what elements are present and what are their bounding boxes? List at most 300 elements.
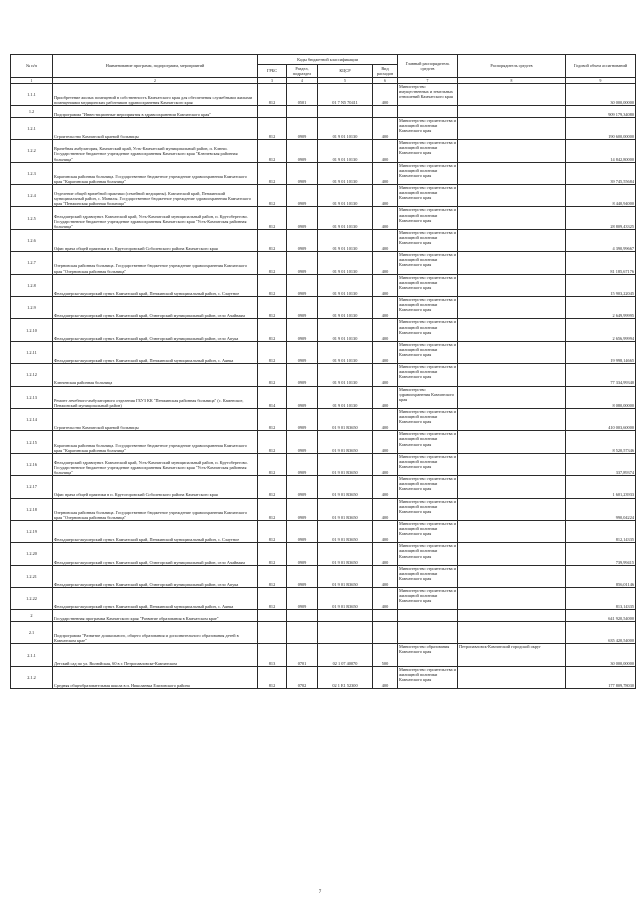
row-number: 1.2.21: [11, 565, 53, 587]
row-name: Подпрограмма "Инвестиционные мероприятия в здравоохранении Камчатского края": [53, 106, 258, 118]
row-kcsr: 02 1 07 40070: [318, 644, 373, 666]
row-name: Приобретение жилых помещений в собственность Камчатского края для обеспечения служебными жилыми помещениями медицинских работников здравоохранения Камчатского края: [53, 84, 258, 106]
row-executor: [458, 207, 566, 229]
row-razdel: 0909: [287, 274, 318, 296]
row-razdel: 0909: [287, 498, 318, 520]
row-main-manager: Министерство строительства и жилищной политики Камчатского края: [398, 453, 458, 475]
row-sum: 8 440,94000: [566, 185, 636, 207]
row-vid: 400: [373, 229, 398, 251]
row-name: Фельдшерско-акушерский пункт. Камчатский край, Олюторский муниципальный район, село Ачайваям: [53, 297, 258, 319]
row-vid: 400: [373, 252, 398, 274]
row-vid: [373, 610, 398, 622]
row-razdel: 0909: [287, 565, 318, 587]
row-main-manager: Министерство строительства и жилищной политики Камчатского края: [398, 207, 458, 229]
row-grbs: 812: [258, 252, 287, 274]
table-row: [11, 520, 636, 542]
row-sum: 39 745,55684: [566, 162, 636, 184]
row-main-manager: Министерство строительства и жилищной политики Камчатского края: [398, 252, 458, 274]
row-main-manager: Министерство строительства и жилищной политики Камчатского края: [398, 588, 458, 610]
table-row: [11, 621, 636, 643]
row-sum: 813,14335: [566, 588, 636, 610]
row-number: 1.1.1: [11, 84, 53, 106]
row-razdel: 0909: [287, 364, 318, 386]
row-executor: [458, 297, 566, 319]
row-razdel: 0909: [287, 476, 318, 498]
row-razdel: 0909: [287, 117, 318, 139]
row-grbs: 812: [258, 588, 287, 610]
row-number: 1.2.4: [11, 185, 53, 207]
row-grbs: 812: [258, 341, 287, 363]
row-vid: 400: [373, 319, 398, 341]
row-vid: 500: [373, 644, 398, 666]
column-number: 2: [53, 78, 258, 84]
row-executor: [458, 341, 566, 363]
row-kcsr: 01 9 01 10130: [318, 297, 373, 319]
row-name: Врачебная амбулатория, Камчатский край, Усть-Камчатский муниципальный район, п. Ключи. Государственное бюджетное учреждение здравоохранения Камчатского края "Ключевская районная больница": [53, 140, 258, 162]
row-grbs: [258, 106, 287, 118]
row-main-manager: Министерство строительства и жилищной политики Камчатского края: [398, 185, 458, 207]
row-main-manager: [398, 106, 458, 118]
table-row: [11, 140, 636, 162]
table-row: [11, 498, 636, 520]
row-vid: 400: [373, 588, 398, 610]
row-number: 2.1.2: [11, 666, 53, 688]
row-executor: [458, 431, 566, 453]
column-number: 3: [258, 78, 287, 84]
table-row: [11, 207, 636, 229]
row-number: 1.2.10: [11, 319, 53, 341]
row-vid: 400: [373, 408, 398, 430]
row-number: 1.2.3: [11, 162, 53, 184]
row-razdel: 0701: [287, 644, 318, 666]
row-sum: 990,04224: [566, 498, 636, 520]
row-executor: [458, 106, 566, 118]
row-vid: 400: [373, 207, 398, 229]
row-grbs: 812: [258, 297, 287, 319]
row-grbs: 812: [258, 140, 287, 162]
table-row: [11, 610, 636, 622]
row-sum: 14 842,80000: [566, 140, 636, 162]
budget-table-sheet: [10, 54, 635, 689]
row-main-manager: Министерство здравоохранения Камчатского края: [398, 386, 458, 408]
row-kcsr: 01 9 01 R3650: [318, 453, 373, 475]
row-razdel: 0909: [287, 319, 318, 341]
row-number: 1.2.14: [11, 408, 53, 430]
row-sum: 28 809,43325: [566, 207, 636, 229]
row-name: Фельдшерско-акушерский пункт. Камчатский край, Пенжинский муниципальный район, с. Слаутное: [53, 520, 258, 542]
row-sum: 77 334,99340: [566, 364, 636, 386]
column-number: 8: [458, 78, 566, 84]
row-razdel: 0909: [287, 588, 318, 610]
row-grbs: 812: [258, 319, 287, 341]
row-main-manager: Министерство строительства и жилищной политики Камчатского края: [398, 364, 458, 386]
row-number: 1.2.5: [11, 207, 53, 229]
row-grbs: 812: [258, 274, 287, 296]
row-name: Строительство Камчатской краевой больницы: [53, 408, 258, 430]
row-vid: 400: [373, 140, 398, 162]
row-grbs: 812: [258, 364, 287, 386]
table-row: [11, 476, 636, 498]
row-grbs: [258, 621, 287, 643]
row-kcsr: 01 9 01 10130: [318, 185, 373, 207]
row-kcsr: 01 9 01 R3650: [318, 588, 373, 610]
row-vid: 400: [373, 386, 398, 408]
row-name: Карагинская районная больница. Государственное бюджетное учреждение здравоохранения Камчатского края "Карагинская районная больница": [53, 431, 258, 453]
row-main-manager: Министерство строительства и жилищной политики Камчатского края: [398, 431, 458, 453]
row-grbs: 812: [258, 185, 287, 207]
table-row: [11, 341, 636, 363]
row-vid: [373, 621, 398, 643]
row-kcsr: 01 9 01 R3650: [318, 431, 373, 453]
row-grbs: 812: [258, 498, 287, 520]
row-executor: [458, 84, 566, 106]
row-number: 1.2.6: [11, 229, 53, 251]
row-executor: [458, 140, 566, 162]
row-main-manager: Министерство образования Камчатского края: [398, 644, 458, 666]
row-main-manager: Министерство строительства и жилищной политики Камчатского края: [398, 162, 458, 184]
row-executor: [458, 185, 566, 207]
row-number: 1.2.16: [11, 453, 53, 475]
row-executor: [458, 274, 566, 296]
row-vid: 400: [373, 666, 398, 688]
row-executor: [458, 162, 566, 184]
row-executor: [458, 386, 566, 408]
row-executor: [458, 498, 566, 520]
row-razdel: 0909: [287, 453, 318, 475]
table-row: [11, 185, 636, 207]
row-razdel: 0702: [287, 666, 318, 688]
row-grbs: 812: [258, 117, 287, 139]
row-razdel: 0909: [287, 520, 318, 542]
row-sum: 4 390,99667: [566, 229, 636, 251]
row-kcsr: 01 9 01 10130: [318, 162, 373, 184]
row-name: Фельдшерско-акушерский пункт. Камчатский край, Олюторский муниципальный район, село Ачайваям: [53, 543, 258, 565]
table-row: [11, 431, 636, 453]
row-executor: [458, 453, 566, 475]
row-executor: [458, 252, 566, 274]
row-kcsr: 01 9 01 10130: [318, 117, 373, 139]
row-sum: 19 998,14665: [566, 341, 636, 363]
row-number: 1.2.13: [11, 386, 53, 408]
row-kcsr: 01 9 01 R3650: [318, 565, 373, 587]
row-grbs: 812: [258, 520, 287, 542]
row-main-manager: Министерство строительства и жилищной политики Камчатского края: [398, 543, 458, 565]
row-executor: Петропавловск-Камчатский городской округ: [458, 644, 566, 666]
row-kcsr: 01 9 01 10130: [318, 386, 373, 408]
row-main-manager: [398, 610, 458, 622]
row-number: 1.2.18: [11, 498, 53, 520]
row-main-manager: [398, 621, 458, 643]
row-kcsr: 01 9 01 R3650: [318, 476, 373, 498]
row-vid: 400: [373, 84, 398, 106]
row-main-manager: Министерство строительства и жилищной политики Камчатского края: [398, 520, 458, 542]
row-number: 1.2.15: [11, 431, 53, 453]
row-vid: 400: [373, 520, 398, 542]
row-executor: [458, 666, 566, 688]
row-number: 1.2.17: [11, 476, 53, 498]
row-executor: [458, 408, 566, 430]
row-razdel: 0909: [287, 543, 318, 565]
row-executor: [458, 476, 566, 498]
row-number: 2.1.1: [11, 644, 53, 666]
row-razdel: 0909: [287, 341, 318, 363]
row-executor: [458, 610, 566, 622]
table-row: [11, 408, 636, 430]
table-row: [11, 386, 636, 408]
table-row: [11, 666, 636, 688]
row-razdel: 0909: [287, 207, 318, 229]
row-vid: 400: [373, 364, 398, 386]
row-grbs: 812: [258, 229, 287, 251]
row-kcsr: 01 9 01 10130: [318, 364, 373, 386]
row-vid: 400: [373, 274, 398, 296]
row-kcsr: [318, 621, 373, 643]
row-main-manager: Министерство строительства и жилищной политики Камчатского края: [398, 565, 458, 587]
row-name: Фельдшерский здравпункт. Камчатский край, Усть-Камчатский муниципальный район, п. Крутоберегово. Государственное бюджетное учреждение здравоохранения Камчатского края "Усть-Камчатская районная больница": [53, 207, 258, 229]
page-number: 7: [318, 890, 322, 895]
row-executor: [458, 319, 566, 341]
row-kcsr: 01 9 01 R3650: [318, 498, 373, 520]
row-vid: 400: [373, 476, 398, 498]
row-sum: 30 000,00000: [566, 644, 636, 666]
row-sum: 2 656,99994: [566, 319, 636, 341]
header-vid: Вид расходов: [373, 65, 398, 78]
row-number: 1.2.11: [11, 341, 53, 363]
table-row: [11, 297, 636, 319]
row-sum: 8 520,57346: [566, 431, 636, 453]
table-row: [11, 565, 636, 587]
column-number: 4: [287, 78, 318, 84]
table-row: [11, 364, 636, 386]
row-kcsr: 01 9 01 10130: [318, 341, 373, 363]
column-number: 6: [373, 78, 398, 84]
row-grbs: 812: [258, 543, 287, 565]
row-razdel: 0909: [287, 252, 318, 274]
table-row: [11, 162, 636, 184]
row-number: 1.2.2: [11, 140, 53, 162]
row-number: 1.2: [11, 106, 53, 118]
row-razdel: [287, 106, 318, 118]
row-razdel: 0909: [287, 408, 318, 430]
row-kcsr: 01 9 01 10130: [318, 229, 373, 251]
row-kcsr: 01 7 N5 70411: [318, 84, 373, 106]
row-sum: 30 000,00000: [566, 84, 636, 106]
row-razdel: [287, 621, 318, 643]
row-name: Государственная программа Камчатского края "Развитие образования в Камчатском крае": [53, 610, 258, 622]
header-codes-group: Коды бюджетной классификации: [258, 55, 398, 65]
row-grbs: 812: [258, 666, 287, 688]
row-sum: 635 420,54000: [566, 621, 636, 643]
row-number: 1.2.7: [11, 252, 53, 274]
header-main-manager: Главный распорядитель средств: [398, 55, 458, 78]
row-vid: 400: [373, 117, 398, 139]
row-executor: [458, 364, 566, 386]
header-name: Наименование программ, подпрограмм, мероприятий: [53, 55, 258, 78]
row-sum: 739,99415: [566, 543, 636, 565]
row-vid: 400: [373, 453, 398, 475]
row-main-manager: Министерство имущественных и земельных отношений Камчатского края: [398, 84, 458, 106]
row-vid: 400: [373, 431, 398, 453]
row-vid: 400: [373, 162, 398, 184]
row-grbs: 813: [258, 644, 287, 666]
row-name: Средняя общеобразовательная школа в п. Николаевка Елизовского района: [53, 666, 258, 688]
row-kcsr: [318, 106, 373, 118]
row-executor: [458, 520, 566, 542]
column-number: 7: [398, 78, 458, 84]
row-kcsr: 02 1 E1 52300: [318, 666, 373, 688]
row-main-manager: Министерство строительства и жилищной политики Камчатского края: [398, 274, 458, 296]
table-row: [11, 252, 636, 274]
row-name: Отделение общей врачебной практики (семейной медицины). Камчатский край, Пенжинский муниципальный район, с. Манилы. Государственное бюджетное учреждение здравоохранения Камчатского края "Пенжинская районная больница": [53, 185, 258, 207]
row-name: Карагинская районная больница. Государственное бюджетное учреждение здравоохранения Камчатского края "Карагинская районная больница": [53, 162, 258, 184]
row-grbs: 812: [258, 207, 287, 229]
row-number: 2.1: [11, 621, 53, 643]
table-row: [11, 106, 636, 118]
header-executor: Распорядитель средств: [458, 55, 566, 78]
table-row: [11, 117, 636, 139]
row-kcsr: 01 9 01 R3650: [318, 520, 373, 542]
row-main-manager: Министерство строительства и жилищной политики Камчатского края: [398, 229, 458, 251]
row-executor: [458, 621, 566, 643]
row-kcsr: 01 9 01 10130: [318, 207, 373, 229]
row-vid: [373, 106, 398, 118]
row-executor: [458, 229, 566, 251]
row-name: Офис врача общей практики в п. Крутогоровский Соболевского района Камчатского края: [53, 476, 258, 498]
row-grbs: 812: [258, 84, 287, 106]
row-vid: 400: [373, 341, 398, 363]
header-annual-sum: Годовой объем ассигнований: [566, 55, 636, 78]
row-kcsr: 01 9 01 10130: [318, 274, 373, 296]
row-sum: 190 600,00000: [566, 117, 636, 139]
row-kcsr: [318, 610, 373, 622]
row-vid: 400: [373, 498, 398, 520]
row-name: Озерновская районная больница. Государственное бюджетное учреждение здравоохранения Камчатского края "Озерновская районная больница": [53, 498, 258, 520]
row-main-manager: Министерство строительства и жилищной политики Камчатского края: [398, 408, 458, 430]
row-kcsr: 01 9 01 10130: [318, 319, 373, 341]
row-sum: 2 649,99995: [566, 297, 636, 319]
row-kcsr: 01 9 01 R3650: [318, 408, 373, 430]
row-sum: 8 080,00000: [566, 386, 636, 408]
row-name: Строительство Камчатской краевой больницы: [53, 117, 258, 139]
table-row: [11, 229, 636, 251]
row-sum: 15 903,22045: [566, 274, 636, 296]
column-number: 9: [566, 78, 636, 84]
budget-table: [10, 54, 636, 689]
row-main-manager: Министерство строительства и жилищной политики Камчатского края: [398, 498, 458, 520]
table-header: [11, 55, 636, 84]
row-kcsr: 01 9 01 R3650: [318, 543, 373, 565]
table-body: [11, 84, 636, 689]
row-name: Фельдшерско-акушерский пункт. Камчатский край, Олюторский муниципальный район, село Апука: [53, 319, 258, 341]
row-sum: 177 809,78030: [566, 666, 636, 688]
row-grbs: [258, 610, 287, 622]
table-row: [11, 588, 636, 610]
row-vid: 400: [373, 543, 398, 565]
row-number: 2: [11, 610, 53, 622]
row-grbs: 812: [258, 565, 287, 587]
row-razdel: [287, 610, 318, 622]
row-razdel: 0909: [287, 386, 318, 408]
row-name: Фельдшерско-акушерский пункт. Камчатский край, Пенжинский муниципальный район, с. Слаутное: [53, 274, 258, 296]
row-sum: 641 920,54000: [566, 610, 636, 622]
table-row: [11, 319, 636, 341]
row-executor: [458, 588, 566, 610]
row-main-manager: Министерство строительства и жилищной политики Камчатского края: [398, 140, 458, 162]
header-num: № п/п: [11, 55, 53, 78]
column-number: 5: [318, 78, 373, 84]
row-main-manager: Министерство строительства и жилищной политики Камчатского края: [398, 341, 458, 363]
row-name: Ремонт лечебного-амбулаторного отделения ГБУЗ КК "Пенжинская районная больница" (с. Каменское, Пенжинский муниципальный район): [53, 386, 258, 408]
row-sum: 812,14335: [566, 520, 636, 542]
row-vid: 400: [373, 297, 398, 319]
row-number: 1.2.8: [11, 274, 53, 296]
row-grbs: 812: [258, 476, 287, 498]
row-sum: 856,01146: [566, 565, 636, 587]
row-vid: 400: [373, 565, 398, 587]
row-number: 1.2.1: [11, 117, 53, 139]
column-number: 1: [11, 78, 53, 84]
row-main-manager: Министерство строительства и жилищной политики Камчатского края: [398, 476, 458, 498]
row-grbs: 812: [258, 431, 287, 453]
row-name: Подпрограмма "Развитие дошкольного, общего образования и дополнительного образования детей в Камчатском крае": [53, 621, 258, 643]
row-name: Ключевская районная больница: [53, 364, 258, 386]
row-razdel: 0909: [287, 431, 318, 453]
row-name: Фельдшерско-акушерский пункт. Камчатский край, Пенжинский муниципальный район, с. Аянка: [53, 588, 258, 610]
row-main-manager: Министерство строительства и жилищной политики Камчатского края: [398, 117, 458, 139]
row-grbs: 812: [258, 162, 287, 184]
row-razdel: 0909: [287, 185, 318, 207]
row-number: 1.2.9: [11, 297, 53, 319]
row-razdel: 0501: [287, 84, 318, 106]
row-sum: 410 003,60000: [566, 408, 636, 430]
row-name: Фельдшерско-акушерский пункт. Камчатский край, Олюторский муниципальный район, село Апука: [53, 565, 258, 587]
row-main-manager: Министерство строительства и жилищной политики Камчатского края: [398, 297, 458, 319]
row-grbs: 812: [258, 453, 287, 475]
row-executor: [458, 543, 566, 565]
table-row: [11, 453, 636, 475]
row-kcsr: 01 9 01 10130: [318, 140, 373, 162]
row-name: Фельдшерский здравпункт. Камчатский край, Усть-Камчатский муниципальный район, п. Крутоберегово. Государственное бюджетное учреждение здравоохранения Камчатского края "Усть-Камчатская районная больница": [53, 453, 258, 475]
row-name: Детский сад по ул. Вилюйская, 60 в г. Петропавловске-Камчатском: [53, 644, 258, 666]
row-grbs: 812: [258, 408, 287, 430]
row-sum: 909 179,34080: [566, 106, 636, 118]
row-number: 1.2.22: [11, 588, 53, 610]
row-kcsr: 01 9 01 10130: [318, 252, 373, 274]
table-row: [11, 644, 636, 666]
row-executor: [458, 565, 566, 587]
row-sum: 337,89374: [566, 453, 636, 475]
row-number: 1.2.19: [11, 520, 53, 542]
row-razdel: 0909: [287, 140, 318, 162]
row-number: 1.2.20: [11, 543, 53, 565]
row-number: 1.2.12: [11, 364, 53, 386]
header-grbs: ГРБС: [258, 65, 287, 78]
row-vid: 400: [373, 185, 398, 207]
table-row: [11, 84, 636, 106]
row-name: Озерновская районная больница. Государственное бюджетное учреждение здравоохранения Камчатского края "Озерновская районная больница": [53, 252, 258, 274]
row-executor: [458, 117, 566, 139]
table-row: [11, 543, 636, 565]
row-name: Фельдшерско-акушерский пункт. Камчатский край, Пенжинский муниципальный район, с. Аянка: [53, 341, 258, 363]
row-grbs: 814: [258, 386, 287, 408]
row-name: Офис врача общей практики в п. Крутогоровский Соболевского района Камчатского края: [53, 229, 258, 251]
row-main-manager: Министерство строительства и жилищной политики Камчатского края: [398, 666, 458, 688]
row-sum: 81 185,67176: [566, 252, 636, 274]
header-kcsr: КЦСР: [318, 65, 373, 78]
row-razdel: 0909: [287, 162, 318, 184]
row-sum: 1 601,23933: [566, 476, 636, 498]
table-row: [11, 274, 636, 296]
